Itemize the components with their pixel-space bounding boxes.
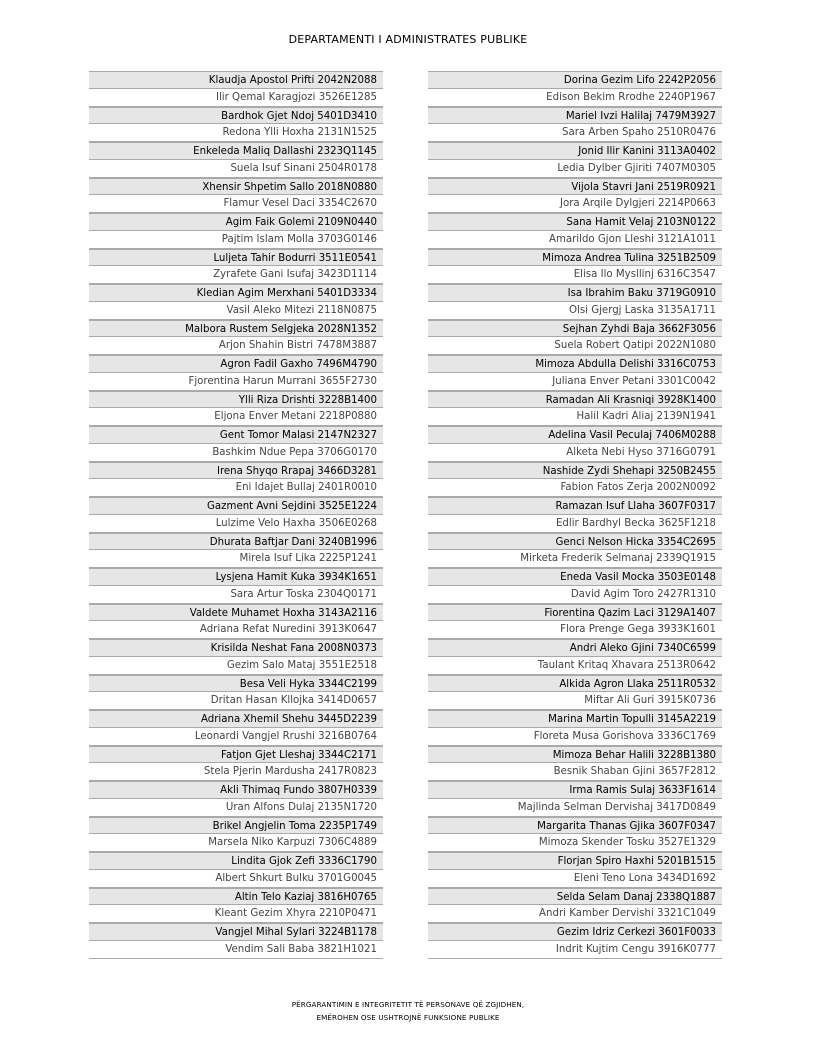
list-item: Adelina Vasil Peculaj 7406M0288 <box>428 426 722 444</box>
left-name-column <box>89 71 383 959</box>
list-item: Fjorentina Harun Murrani 3655F2730 <box>89 373 383 391</box>
footer-line-1: PËRGARANTIMIN E INTEGRITETIT TË PERSONAVE QË ZGJIDHEN, <box>291 1000 525 1009</box>
list-item: Mirketa Frederik Selmanaj 2339Q1915 <box>428 550 722 568</box>
list-item: Arjon Shahin Bistri 7478M3887 <box>89 337 383 355</box>
list-item: Mimoza Skender Tosku 3527E1329 <box>428 834 722 852</box>
list-item: Sara Arben Spaho 2510R0476 <box>428 124 722 142</box>
list-item: Eljona Enver Metani 2218P0880 <box>89 408 383 426</box>
list-item: Majlinda Selman Dervishaj 3417D0849 <box>428 799 722 817</box>
list-item: Floreta Musa Gorishova 3336C1769 <box>428 728 722 746</box>
list-item: Zyrafete Gani Isufaj 3423D1114 <box>89 266 383 284</box>
list-item: Edlir Bardhyl Becka 3625F1218 <box>428 515 722 533</box>
list-item: Akli Thimaq Fundo 3807H0339 <box>89 781 383 799</box>
list-item: Dhurata Baftjar Dani 3240B1996 <box>89 533 383 551</box>
list-item: Genci Nelson Hicka 3354C2695 <box>428 533 722 551</box>
list-item: Olsi Gjergj Laska 3135A1711 <box>428 302 722 320</box>
list-item: Eni Idajet Bullaj 2401R0010 <box>89 479 383 497</box>
list-item: Selda Selam Danaj 2338Q1887 <box>428 888 722 906</box>
list-item: Ramadan Ali Krasniqi 3928K1400 <box>428 391 722 409</box>
right-name-column <box>428 71 722 959</box>
list-item: Ylli Riza Drishti 3228B1400 <box>89 391 383 409</box>
list-item: Agim Faik Golemi 2109N0440 <box>89 213 383 231</box>
list-item: Vangjel Mihal Sylari 3224B1178 <box>89 923 383 941</box>
list-item: Mimoza Behar Halili 3228B1380 <box>428 746 722 764</box>
list-item: Margarita Thanas Gjika 3607F0347 <box>428 817 722 835</box>
list-item: Albert Shkurt Bulku 3701G0045 <box>89 870 383 888</box>
list-item: Ilir Qemal Karagjozi 3526E1285 <box>89 89 383 107</box>
list-item: Gezim Salo Mataj 3551E2518 <box>89 657 383 675</box>
list-item: Luljeta Tahir Bodurri 3511E0541 <box>89 249 383 267</box>
list-item: Redona Ylli Hoxha 2131N1525 <box>89 124 383 142</box>
list-item: Ramazan Isuf Llaha 3607F0317 <box>428 497 722 515</box>
list-item: Vasil Aleko Mitezi 2118N0875 <box>89 302 383 320</box>
list-item: Irena Shyqo Rrapaj 3466D3281 <box>89 462 383 480</box>
list-item: Brikel Angjelin Toma 2235P1749 <box>89 817 383 835</box>
list-item: Leonardi Vangjel Rrushi 3216B0764 <box>89 728 383 746</box>
list-item: Xhensir Shpetim Sallo 2018N0880 <box>89 178 383 196</box>
list-item: Mimoza Abdulla Delishi 3316C0753 <box>428 355 722 373</box>
list-item: Altin Telo Kaziaj 3816H0765 <box>89 888 383 906</box>
list-item: Isa Ibrahim Baku 3719G0910 <box>428 284 722 302</box>
list-item: Sara Artur Toska 2304Q0171 <box>89 586 383 604</box>
list-item: Indrit Kujtim Cengu 3916K0777 <box>428 941 722 959</box>
list-item: Florjan Spiro Haxhi 5201B1515 <box>428 852 722 870</box>
list-item: Alketa Nebi Hyso 3716G0791 <box>428 444 722 462</box>
list-item: Vijola Stavri Jani 2519R0921 <box>428 178 722 196</box>
list-item: Nashide Zydi Shehapi 3250B2455 <box>428 462 722 480</box>
list-item: Agron Fadil Gaxho 7496M4790 <box>89 355 383 373</box>
list-item: Klaudja Apostol Prifti 2042N2088 <box>89 71 383 89</box>
list-item: Edison Bekim Rrodhe 2240P1967 <box>428 89 722 107</box>
list-item: Besnik Shaban Gjini 3657F2812 <box>428 763 722 781</box>
page-title: DEPARTAMENTI I ADMINISTRATES PUBLIKE <box>288 33 528 46</box>
list-item: Uran Alfons Dulaj 2135N1720 <box>89 799 383 817</box>
list-item: Halil Kadri Aliaj 2139N1941 <box>428 408 722 426</box>
list-item: Gent Tomor Malasi 2147N2327 <box>89 426 383 444</box>
list-item: Mariel Ivzi Halilaj 7479M3927 <box>428 107 722 125</box>
list-item: Fabion Fatos Zerja 2002N0092 <box>428 479 722 497</box>
list-item: Adriana Refat Nuredini 3913K0647 <box>89 621 383 639</box>
list-item: Fiorentina Qazim Laci 3129A1407 <box>428 604 722 622</box>
list-item: Besa Veli Hyka 3344C2199 <box>89 675 383 693</box>
list-item: Stela Pjerin Mardusha 2417R0823 <box>89 763 383 781</box>
list-item: Mirela Isuf Lika 2225P1241 <box>89 550 383 568</box>
list-item: Kleant Gezim Xhyra 2210P0471 <box>89 905 383 923</box>
footer-line-2: EMËROHEN OSE USHTROJNË FUNKSIONE PUBLIKE <box>316 1013 500 1022</box>
list-item: Jora Arqile Dylgjeri 2214P0663 <box>428 195 722 213</box>
list-item: Eleni Teno Lona 3434D1692 <box>428 870 722 888</box>
list-item: Lysjena Hamit Kuka 3934K1651 <box>89 568 383 586</box>
list-item: Valdete Muhamet Hoxha 3143A2116 <box>89 604 383 622</box>
list-item: Dritan Hasan Kllojka 3414D0657 <box>89 692 383 710</box>
list-item: Pajtim Islam Molla 3703G0146 <box>89 231 383 249</box>
list-item: Gazment Avni Sejdini 3525E1224 <box>89 497 383 515</box>
list-item: Juliana Enver Petani 3301C0042 <box>428 373 722 391</box>
list-item: Suela Robert Qatipi 2022N1080 <box>428 337 722 355</box>
list-item: Malbora Rustem Selgjeka 2028N1352 <box>89 320 383 338</box>
list-item: Sana Hamit Velaj 2103N0122 <box>428 213 722 231</box>
list-item: Andri Aleko Gjini 7340C6599 <box>428 639 722 657</box>
list-item: Adriana Xhemil Shehu 3445D2239 <box>89 710 383 728</box>
list-item: Bardhok Gjet Ndoj 5401D3410 <box>89 107 383 125</box>
list-item: Ledia Dylber Gjiriti 7407M0305 <box>428 160 722 178</box>
list-item: Taulant Kritaq Xhavara 2513R0642 <box>428 657 722 675</box>
list-item: David Agim Toro 2427R1310 <box>428 586 722 604</box>
list-item: Bashkim Ndue Pepa 3706G0170 <box>89 444 383 462</box>
list-item: Lulzime Velo Haxha 3506E0268 <box>89 515 383 533</box>
list-item: Gezim Idriz Cerkezi 3601F0033 <box>428 923 722 941</box>
list-item: Fatjon Gjet Lleshaj 3344C2171 <box>89 746 383 764</box>
list-item: Kledian Agim Merxhani 5401D3334 <box>89 284 383 302</box>
list-item: Krisilda Neshat Fana 2008N0373 <box>89 639 383 657</box>
list-item: Irma Ramis Sulaj 3633F1614 <box>428 781 722 799</box>
list-item: Marina Martin Topulli 3145A2219 <box>428 710 722 728</box>
list-item: Elisa Ilo Mysllinj 6316C3547 <box>428 266 722 284</box>
list-item: Alkida Agron Llaka 2511R0532 <box>428 675 722 693</box>
list-item: Flamur Vesel Daci 3354C2670 <box>89 195 383 213</box>
list-item: Mimoza Andrea Tulina 3251B2509 <box>428 249 722 267</box>
list-item: Marsela Niko Karpuzi 7306C4889 <box>89 834 383 852</box>
list-item: Lindita Gjok Zefi 3336C1790 <box>89 852 383 870</box>
list-item: Eneda Vasil Mocka 3503E0148 <box>428 568 722 586</box>
list-item: Jonid Ilir Kanini 3113A0402 <box>428 142 722 160</box>
list-item: Dorina Gezim Lifo 2242P2056 <box>428 71 722 89</box>
list-item: Vendim Sali Baba 3821H1021 <box>89 941 383 959</box>
list-item: Miftar Ali Guri 3915K0736 <box>428 692 722 710</box>
list-item: Andri Kamber Dervishi 3321C1049 <box>428 905 722 923</box>
footer <box>0 998 816 1024</box>
list-item: Amarildo Gjon Lleshi 3121A1011 <box>428 231 722 249</box>
list-item: Enkeleda Maliq Dallashi 2323Q1145 <box>89 142 383 160</box>
list-item: Sejhan Zyhdi Baja 3662F3056 <box>428 320 722 338</box>
list-item: Flora Prenge Gega 3933K1601 <box>428 621 722 639</box>
list-item: Suela Isuf Sinani 2504R0178 <box>89 160 383 178</box>
